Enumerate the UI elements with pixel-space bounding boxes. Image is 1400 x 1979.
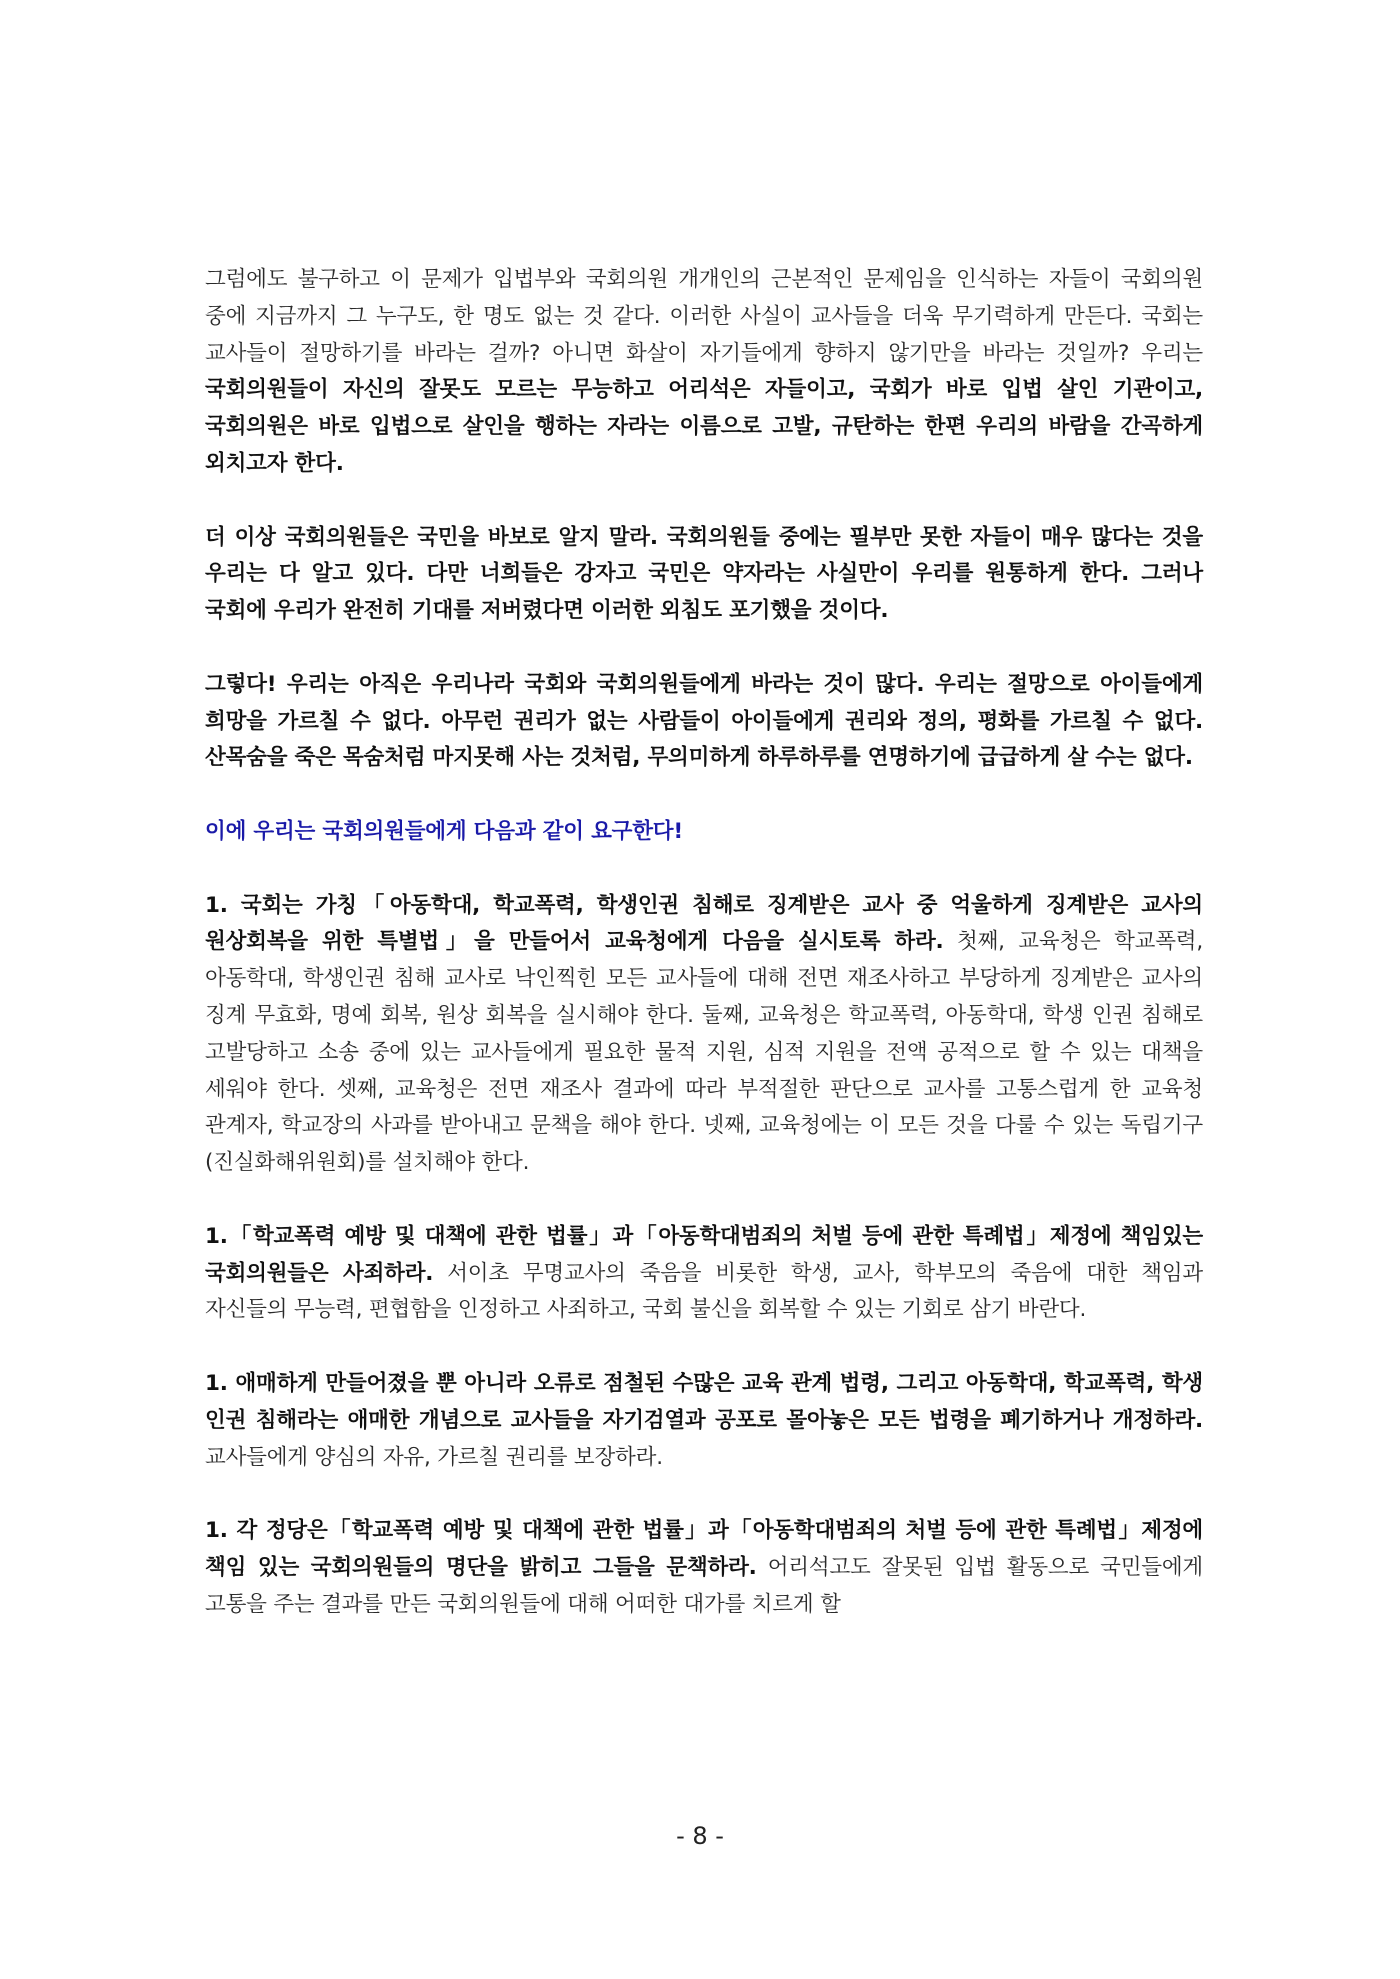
demand-item-accountability-title: 1. 각 정당은「학교폭력 예방 및 대책에 관한 법률」과「아동학대범죄의 처벌 등에 관한 특례법」제정에 책임 있는 국회의원들의 명단을 밝히고 그들을 문책하라. [205,1518,1203,1580]
demand-item-repeal-title: 1. 애매하게 만들어졌을 뿐 아니라 오류로 점철된 수많은 교육 관계 법령, 그리고 아동학대, 학교폭력, 학생 인권 침해라는 애매한 개념으로 교사들을 자기검열과 공포로 몰아놓은 모든 법령을 폐기하거나 개정하라. [205,1370,1203,1433]
demand-item-accountability [205,1513,1203,1623]
paragraph-warning: 더 이상 국회의원들은 국민을 바보로 알지 말라. 국회의원들 중에는 필부만 못한 자들이 매우 많다는 것을 우리는 다 알고 있다. 다만 너희들은 강자고 국민은 약자라는 사실만이 우리를 원통하게 한다. 그러나 국회에 우리가 완전히 기대를 저버렸다면 이러한 외침도 포기했을 것이다. [205,524,1203,624]
demand-item-special-law-body: 첫째, 교육청은 학교폭력, 아동학대, 학생인권 침해 교사로 낙인찍힌 모든 교사들에 대해 전면 재조사하고 부당하게 징계받은 교사의 징계 무효화, 명예 회복, 원상 회복을 실시해야 한다. 둘째, 교육청은 학교폭력, 아동학대, 학생 인권 침해로 고발당하고 소송 중에 있는 교사들에게 필요한 물적 지원, 심적 지원을 전액 공적으로 할 수 있는 대책을 세워야 한다. 셋째, 교육청은 전면 재조사 결과에 따라 부적절한 판단으로 교사를 고통스럽게 한 교육청 관계자, 학교장의 사과를 받아내고 문책을 해야 한다. 넷째, 교육청에는 이 모든 것을 다룰 수 있는 독립기구(진실화해위원회)를 설치해야 한다. [205,929,1203,1176]
demand-item-apology-title: 1.「학교폭력 예방 및 대책에 관한 법률」과「아동학대범죄의 처벌 등에 관한 특례법」제정에 책임있는 국회의원들은 사죄하라. [205,1223,1203,1286]
paragraph-accusation [205,262,1203,483]
demand-item-special-law [205,888,1203,1182]
paragraph-hope: 그렇다! 우리는 아직은 우리나라 국회와 국회의원들에게 바라는 것이 많다. 우리는 절망으로 아이들에게 희망을 가르칠 수 없다. 아무런 권리가 없는 사람들이 아이들에게 권리와 정의, 평화를 가르칠 수 없다. 산목숨을 죽은 목숨처럼 마지못해 사는 것처럼, 무의미하게 하루하루를 연명하기에 급급하게 살 수는 없다. [205,671,1203,771]
demand-item-accountability-body: 어리석고도 잘못된 입법 활동으로 국민들에게 고통을 주는 결과를 만든 국회의원들에 대해 어떠한 대가를 치르게 할 [205,1554,1203,1617]
page-number: - 8 - [676,1822,724,1850]
demand-item-repeal [205,1366,1203,1476]
demand-item-repeal-body: 교사들에게 양심의 자유, 가르칠 권리를 보장하라. [205,1444,663,1470]
paragraph-accusation-bold: 국회의원들이 자신의 잘못도 모르는 무능하고 어리석은 자들이고, 국회가 바로 입법 살인 기관이고, 국회의원은 바로 입법으로 살인을 행하는 자라는 이름으로 고발, 규탄하는 한편 우리의 바람을 간곡하게 외치고자 한다. [205,377,1203,476]
demand-item-special-law-title: 1. 국회는 가칭「아동학대, 학교폭력, 학생인권 침해로 징계받은 교사 중 억울하게 징계받은 교사의 원상회복을 위한 특별법」을 만들어서 교육청에게 다음을 실시토록 하라. [205,892,1203,955]
demand-item-apology-body: 서이초 무명교사의 죽음을 비롯한 학생, 교사, 학부모의 죽음에 대한 책임과 자신들의 무능력, 편협함을 인정하고 사죄하고, 국회 불신을 회복할 수 있는 기회로 삼기 바란다. [205,1260,1203,1323]
document-body [205,262,1203,1623]
demand-heading: 이에 우리는 국회의원들에게 다음과 같이 요구한다! [205,818,683,844]
demand-item-apology [205,1219,1203,1329]
paragraph-accusation-plain: 그럼에도 불구하고 이 문제가 입법부와 국회의원 개개인의 근본적인 문제임을 인식하는 자들이 국회의원 중에 지금까지 그 누구도, 한 명도 없는 것 같다. 이러한 사실이 교사들을 더욱 무기력하게 만든다. 국회는 교사들이 절망하기를 바라는 걸까? 아니면 화살이 자기들에게 향하지 않기만을 바라는 것일까? 우리는 [205,267,1203,366]
